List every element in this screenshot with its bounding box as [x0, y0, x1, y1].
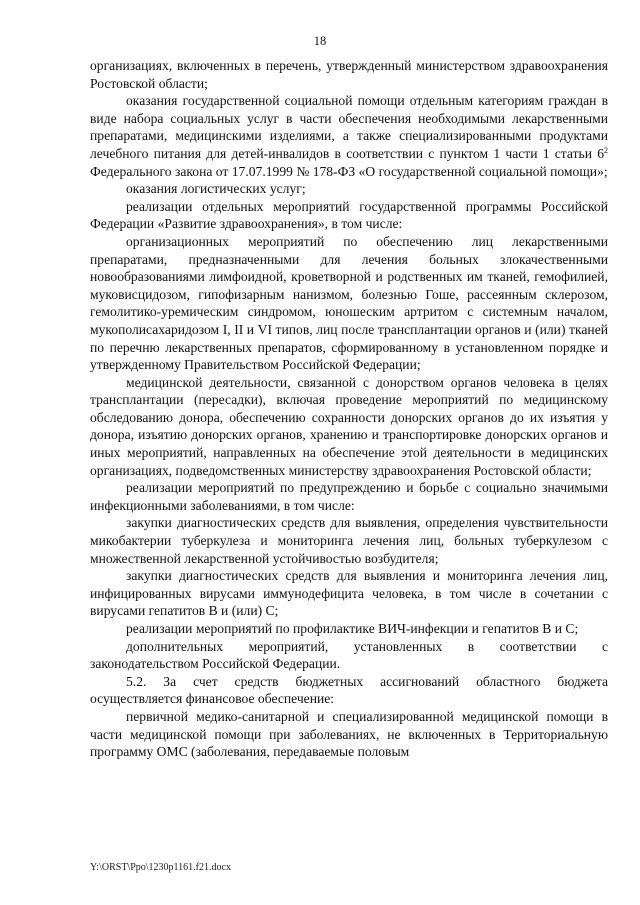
- paragraph: медицинской деятельности, связанной с донорством органов человека в целях трансплантации (пересадки), включая проведение мероприятий по медицинскому обследованию донора, обеспечению сохранности донорских органов до их изъятия у донора, изъятию донорских органов, хранению и транспортировке донорских органов и иных мероприятий, направленных на обеспечение этой деятельности в медицинских организациях, подведомственных министерству здравоохранения Ростовской области;: [90, 374, 608, 478]
- paragraph: [90, 92, 608, 180]
- paragraph: первичной медико-санитарной и специализированной медицинской помощи в части медицинской помощи при заболеваниях, не включенных в Территориальную программу ОМС (заболевания, передаваемые половым: [90, 708, 608, 760]
- superscript-number: 2: [604, 145, 608, 155]
- paragraph-text: оказания государственной социальной помощи отдельным категориям граждан в виде набора социальных услуг в части обеспечения необходимыми лекарственными препаратами, медицинскими изделиями, а также специализированными продуктами лечебного питания для детей-инвалидов в соответствии с пунктом 1 части 1 статьи 6: [90, 93, 608, 161]
- paragraph: 5.2. За счет средств бюджетных ассигнований областного бюджета осуществляется финансовое обеспечение:: [90, 673, 608, 707]
- page-number: 18: [313, 34, 327, 48]
- footer-file-path: Y:\ORST\Ppo\1230p1161.f21.docx: [90, 862, 231, 873]
- paragraph: реализации отдельных мероприятий государственной программы Российской Федерации «Развитие здравоохранения», в том числе:: [90, 198, 608, 232]
- paragraph: реализации мероприятий по предупреждению и борьбе с социально значимыми инфекционными заболеваниями, в том числе:: [90, 480, 608, 513]
- document-body: [90, 57, 608, 761]
- paragraph: закупки диагностических средств для выявления и мониторинга лечения лиц, инфицированных вирусами иммунодефицита человека, в том числе в сочетании с вирусами гепатитов В и (или) С;: [90, 568, 608, 619]
- paragraph: закупки диагностических средств для выявления, определения чувствительности микобактерии туберкулеза и мониторинга лечения лиц, больных туберкулезом с множественной лекарственной устойчивостью возбудителя;: [90, 515, 608, 566]
- paragraph: дополнительных мероприятий, установленных в соответствии с законодательством Российской Федерации.: [90, 638, 608, 672]
- law-reference: Федерального закона от 17.07.1999 № 178-ФЗ «О государственной социальной помощи»;: [90, 163, 608, 179]
- paragraph: реализации мероприятий по профилактике ВИЧ-инфекции и гепатитов В и С;: [126, 621, 579, 636]
- paragraph: организациях, включенных в перечень, утвержденный министерством здравоохранения Ростовской области;: [90, 58, 608, 91]
- paragraph: организационных мероприятий по обеспечению лиц лекарственными препаратами, предназначенными для лечения больных злокачественными новообразованиями лимфоидной, кроветворной и родственных им тканей, гемофилией, муковисцидозом, гипофизарным нанизмом, болезнью Гоше, рассеянным склерозом, гемолитико-уремическим синдромом, юношеским артритом с системным началом, мукополисахаридозом I, II и VI типов, лиц после трансплантации органов и (или) тканей по перечню лекарственных препаратов, сформированному в установленном порядке и утвержденному Правительством Российской Федерации;: [90, 233, 608, 373]
- paragraph: оказания логистических услуг;: [126, 181, 306, 197]
